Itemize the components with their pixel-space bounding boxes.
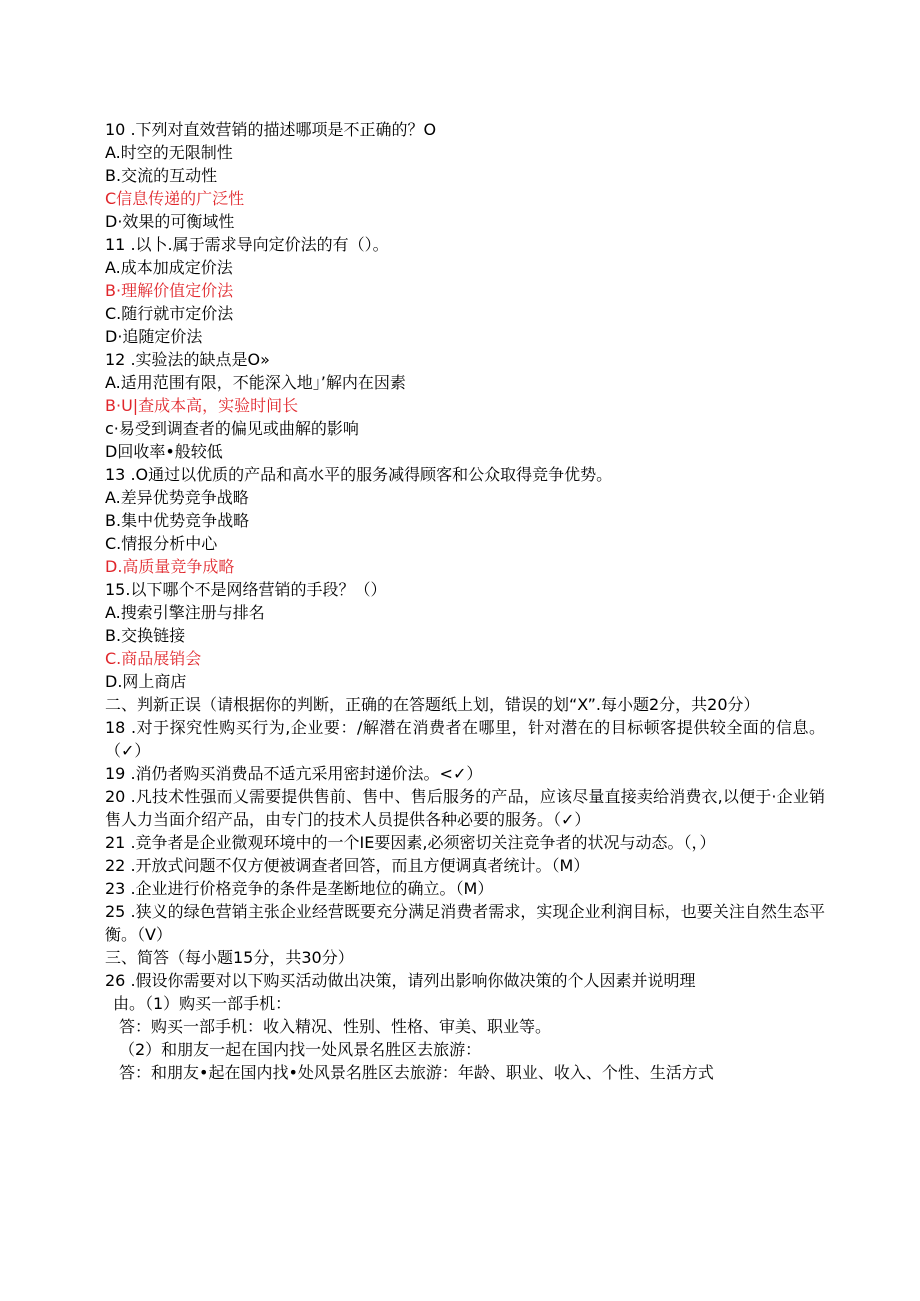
option-11-b-answer: B·理解价值定价法 <box>105 281 234 300</box>
answer-26-part-1: 答：购买一部手机：收入精况、性别、性格、审美、职业等。 <box>119 1017 552 1036</box>
question-15: 15.以下哪个不是网络营销的手段？（） <box>105 580 387 599</box>
option-12-a: A.适用范围有限，不能深入地」’解内在因素 <box>105 373 406 392</box>
statement-18: 18 .对于探究性购买行为,企业要：/解潜在消费者在哪里，针对潜在的目标顿客提供较全面的信息。（✓） <box>105 718 825 760</box>
option-15-c-answer: C.商品展销会 <box>105 649 202 668</box>
option-13-d-answer: D.高质量竞争成略 <box>105 557 235 576</box>
option-15-a: A.搜索引擎注册与排名 <box>105 603 265 622</box>
statement-21: 21 .竞争者是企业微观环境中的一个IE要因素,必须密切关注竞争者的状况与动态。（，） <box>105 833 716 852</box>
statement-19: 19 .消仍者购买消费品不适亢采用密封递价法。<✓） <box>105 764 483 783</box>
answer-26-part-2: 答：和朋友•起在国内找•处风景名胜区去旅游：年龄、职业、收入、个性、生活方式 <box>119 1063 714 1082</box>
option-13-c: C.情报分析中心 <box>105 534 218 553</box>
section-true-false-heading: 二、判新正误（请根据你的判断，正确的在答题纸上划，错误的划“X”.每小题2分，共20分） <box>105 695 760 714</box>
section-short-answer-heading: 三、简答（每小题15分，共30分） <box>105 948 354 967</box>
question-13: 13 .O通过以优质的产品和高水平的服务减得顾客和公众取得竞争优势。 <box>105 465 613 484</box>
option-10-c-answer: C信息传递的广泛性 <box>105 189 245 208</box>
question-10: 10 .下列对直效营销的描述哪项是不正确的？O <box>105 120 437 139</box>
option-12-b-answer: B·U|查成本高，实验时间长 <box>105 396 299 415</box>
option-11-a: A.成本加成定价法 <box>105 258 233 277</box>
option-12-d: D回收率•般较低 <box>105 442 223 461</box>
option-15-d: D.网上商店 <box>105 672 187 691</box>
option-10-d: D·效果的可衡域性 <box>105 212 235 231</box>
option-11-c: C.随行就市定价法 <box>105 304 234 323</box>
option-15-b: B.交换链接 <box>105 626 186 645</box>
statement-22: 22 .开放式问题不仅方便被调查者回答，而且方便调真者统计。（M） <box>105 856 590 875</box>
statement-20: 20 .凡技术性强而乂需要提供售前、售中、售后服务的产品，应该尽量直接卖给消费衣,以便于·企业销售人力当面介绍产品，由专门的技术人员提供各种必要的服务。（✓） <box>105 787 825 829</box>
statement-25: 25 .狭义的绿色营销主张企业经营既要充分满足消费者需求，实现企业利润目标，也要关注自然生态平衡。（V） <box>105 902 825 944</box>
question-26-part-2: （2）和朋友一起在国内找一处风景名胜区去旅游： <box>119 1040 482 1059</box>
option-10-b: B.交流的互动性 <box>105 166 218 185</box>
question-26: 26 .假设你需要对以下购买活动做出决策，请列出影响你做决策的个人因素并说明理 <box>105 971 696 990</box>
option-13-a: A.差异优势竞争战略 <box>105 488 249 507</box>
option-12-c: c·易受到调查者的偏见或曲解的影响 <box>105 419 359 438</box>
option-13-b: B.集中优势竞争战略 <box>105 511 250 530</box>
question-26-part-1: 由。（1）购买一部手机： <box>113 994 292 1013</box>
option-10-a: A.时空的无限制性 <box>105 143 233 162</box>
option-11-d: D·追随定价法 <box>105 327 203 346</box>
document-page <box>105 118 825 1084</box>
question-11: 11 .以卜.属于需求导向定价法的有（）。 <box>105 235 389 254</box>
question-12: 12 .实验法的缺点是O» <box>105 350 270 369</box>
statement-23: 23 .企业进行价格竞争的条件是垄断地位的确立。（M） <box>105 879 494 898</box>
